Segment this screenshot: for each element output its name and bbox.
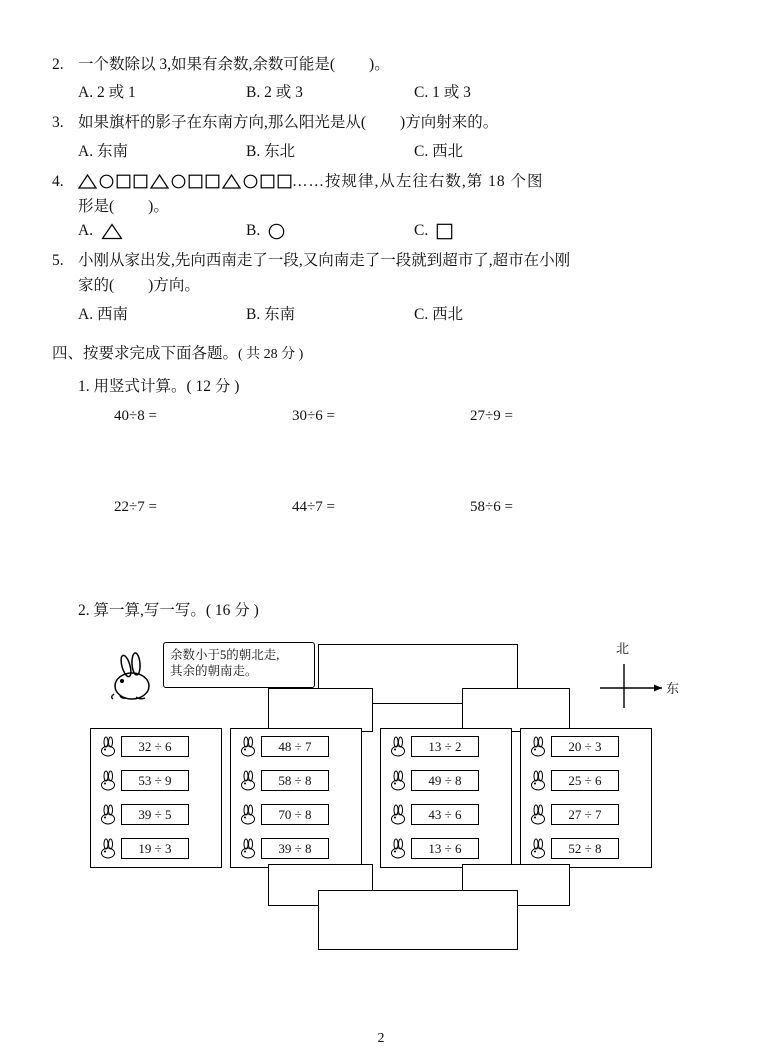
part1-row-1 xyxy=(52,408,710,425)
question-2-number: 2. xyxy=(52,56,64,73)
equation-row xyxy=(239,736,353,757)
calc-item: 22÷7 = xyxy=(114,498,157,515)
equation-row xyxy=(529,804,643,825)
equation-group-4 xyxy=(520,728,652,868)
rabbit-icon xyxy=(239,736,257,757)
section-heading-text: 四、按要求完成下面各题。 xyxy=(52,344,239,362)
calc-item: 58÷6 = xyxy=(470,498,513,515)
question-3-number: 3. xyxy=(52,114,64,132)
compass-north-label: 北 xyxy=(616,640,630,656)
part1-row-2 xyxy=(52,499,710,516)
circle-icon xyxy=(243,174,258,189)
rabbit-icon xyxy=(106,650,162,706)
triangle-icon xyxy=(101,223,123,240)
compass xyxy=(588,642,698,712)
instruction-line-2: 其余的朝南走。 xyxy=(170,664,258,679)
equation-group-3 xyxy=(380,728,512,868)
question-4-stem: ……按规律,从左往右数,第 18 个图 xyxy=(292,172,544,190)
equation-row xyxy=(389,736,503,757)
question-4-option-c-label: C. xyxy=(414,222,429,239)
triangle-icon xyxy=(222,174,241,189)
rabbit-icon xyxy=(99,770,117,791)
calc-item: 44÷7 = xyxy=(292,498,335,515)
part1-title: 用竖式计算。( 12 分 ) xyxy=(93,377,240,395)
equation-cell[interactable]: 25 ÷ 6 xyxy=(551,770,619,791)
question-4-number: 4. xyxy=(52,172,64,190)
question-2-options xyxy=(52,80,710,102)
instruction-line-1: 余数小于5的朝北走, xyxy=(170,647,280,662)
rabbit-icon xyxy=(389,736,407,757)
square-icon xyxy=(116,174,131,189)
question-5-option-c[interactable]: C. 西北 xyxy=(414,305,464,323)
triangle-icon xyxy=(78,174,97,189)
question-2-option-a[interactable]: A. 2 或 1 xyxy=(78,84,136,102)
question-5-line2 xyxy=(52,274,710,297)
circle-icon xyxy=(171,174,186,189)
equation-row xyxy=(99,838,213,859)
compass-icon xyxy=(588,642,698,712)
equation-cell[interactable]: 27 ÷ 7 xyxy=(551,804,619,825)
part1-heading xyxy=(52,374,710,396)
equation-row xyxy=(99,736,213,757)
calc-item: 40÷8 = xyxy=(114,407,157,424)
rabbit-icon xyxy=(99,736,117,757)
maze-diagram xyxy=(58,628,718,1008)
question-3-option-c[interactable]: C. 西北 xyxy=(414,142,464,160)
seam-cover-left xyxy=(320,690,372,704)
question-4-options xyxy=(52,222,710,240)
question-4-option-b-label: B. xyxy=(246,222,261,239)
rabbit-icon xyxy=(529,804,547,825)
rabbit-icon xyxy=(529,838,547,859)
equation-row xyxy=(99,804,213,825)
square-icon xyxy=(188,174,203,189)
equation-cell[interactable]: 48 ÷ 7 xyxy=(261,736,329,757)
question-4-option-c[interactable] xyxy=(414,222,582,240)
equation-cell[interactable]: 39 ÷ 5 xyxy=(121,804,189,825)
equation-cell[interactable]: 58 ÷ 8 xyxy=(261,770,329,791)
rabbit-icon xyxy=(239,838,257,859)
question-3-options xyxy=(52,139,710,161)
part2-number: 2. xyxy=(78,601,90,619)
square-icon xyxy=(260,174,275,189)
equation-row xyxy=(529,770,643,791)
question-3-stem-end: )方向射来的。 xyxy=(400,114,499,132)
calc-item: 27÷9 = xyxy=(470,407,513,424)
rabbit-icon xyxy=(239,804,257,825)
work-space-2[interactable] xyxy=(52,516,710,578)
work-space-1[interactable] xyxy=(52,425,710,487)
equation-row xyxy=(389,838,503,859)
equation-row xyxy=(239,804,353,825)
question-4-line2 xyxy=(52,195,710,218)
equation-cell[interactable]: 39 ÷ 8 xyxy=(261,838,329,859)
rabbit-icon xyxy=(529,770,547,791)
instruction-bubble xyxy=(163,642,315,688)
question-5-option-b[interactable]: B. 东南 xyxy=(246,305,296,323)
rabbit-icon xyxy=(99,804,117,825)
equation-cell[interactable]: 13 ÷ 2 xyxy=(411,736,479,757)
rabbit-icon xyxy=(389,804,407,825)
question-2-option-b[interactable]: B. 2 或 3 xyxy=(246,84,303,102)
circle-icon xyxy=(99,174,114,189)
equation-cell[interactable]: 20 ÷ 3 xyxy=(551,736,619,757)
equation-cell[interactable]: 53 ÷ 9 xyxy=(121,770,189,791)
question-3 xyxy=(52,111,710,134)
question-5-stem-2: 家的( xyxy=(78,277,115,295)
equation-row xyxy=(239,770,353,791)
question-4-option-a[interactable] xyxy=(78,222,246,240)
question-4-pattern xyxy=(78,174,292,189)
circle-icon xyxy=(268,223,285,240)
question-2-text xyxy=(78,53,710,76)
seam-cover-bottom-right xyxy=(464,892,517,905)
square-icon xyxy=(205,174,220,189)
triangle-icon xyxy=(150,174,169,189)
question-3-option-b[interactable]: B. 东北 xyxy=(246,142,296,160)
equation-row xyxy=(99,770,213,791)
question-3-option-a[interactable]: A. 东南 xyxy=(78,142,128,160)
question-5-text: 小刚从家出发,先向西南走了一段,又向南走了一段就到超市了,超市在小刚 xyxy=(78,252,571,269)
question-3-text xyxy=(78,111,710,134)
rabbit-icon xyxy=(239,770,257,791)
section-heading xyxy=(52,341,710,363)
question-5-option-a[interactable]: A. 西南 xyxy=(78,305,128,323)
question-2 xyxy=(52,53,710,76)
equation-group-1 xyxy=(90,728,222,868)
equation-row xyxy=(529,736,643,757)
equation-row xyxy=(529,838,643,859)
square-icon xyxy=(436,223,453,240)
equation-cell[interactable]: 13 ÷ 6 xyxy=(411,838,479,859)
question-2-stem: 一个数除以 3,如果有余数,余数可能是( xyxy=(78,56,336,73)
seam-cover-right xyxy=(464,690,517,704)
equation-row xyxy=(389,770,503,791)
question-5 xyxy=(52,249,710,272)
question-4 xyxy=(52,170,710,193)
rabbit-icon xyxy=(389,770,407,791)
rabbit-icon xyxy=(99,838,117,859)
question-5-number: 5. xyxy=(52,252,64,269)
section-score: ( 共 28 分 ) xyxy=(238,346,304,362)
seam-cover-bottom-left xyxy=(320,892,372,905)
part1-number: 1. xyxy=(78,377,90,395)
square-icon xyxy=(277,174,292,189)
question-4-stem-end: )。 xyxy=(148,197,169,215)
equation-row xyxy=(389,804,503,825)
page-number: 2 xyxy=(377,1031,385,1046)
equation-cell[interactable]: 32 ÷ 6 xyxy=(121,736,189,757)
question-5-stem-end: )方向。 xyxy=(148,277,200,295)
question-4-option-b[interactable] xyxy=(246,222,414,240)
equation-row xyxy=(239,838,353,859)
equation-cell[interactable]: 43 ÷ 6 xyxy=(411,804,479,825)
question-2-option-c[interactable]: C. 1 或 3 xyxy=(414,84,471,102)
equation-cell[interactable]: 49 ÷ 8 xyxy=(411,770,479,791)
question-4-option-a-label: A. xyxy=(78,222,94,239)
question-2-stem-end: )。 xyxy=(369,56,390,73)
part2-heading xyxy=(52,598,710,620)
part2-title: 算一算,写一写。( 16 分 ) xyxy=(93,601,259,619)
equation-group-2 xyxy=(230,728,362,868)
equation-cell[interactable]: 70 ÷ 8 xyxy=(261,804,329,825)
equation-cell[interactable]: 52 ÷ 8 xyxy=(551,838,619,859)
rabbit-icon xyxy=(389,838,407,859)
calc-item: 30÷6 = xyxy=(292,407,335,424)
question-3-stem: 如果旗杆的影子在东南方向,那么阳光是从( xyxy=(78,114,367,132)
question-5-options xyxy=(52,302,710,324)
question-4-stem-2: 形是( xyxy=(78,197,115,215)
equation-cell[interactable]: 19 ÷ 3 xyxy=(121,838,189,859)
compass-east-label: 东 xyxy=(666,680,680,696)
rabbit-icon xyxy=(529,736,547,757)
question-4-text xyxy=(78,170,710,193)
square-icon xyxy=(133,174,148,189)
